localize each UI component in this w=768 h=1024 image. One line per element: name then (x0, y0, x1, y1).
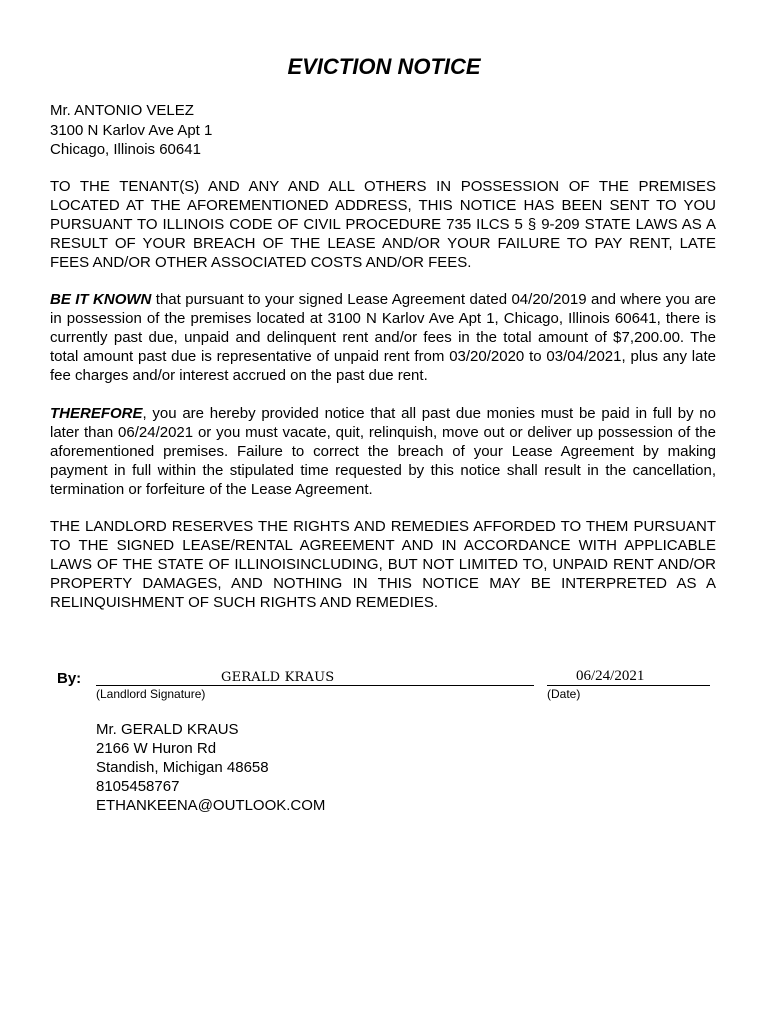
notice-paragraph-be-it-known (50, 290, 716, 385)
landlord-city-state-zip: Standish, Michigan 48658 (96, 759, 269, 776)
landlord-phone: 8105458767 (96, 778, 180, 795)
be-it-known-body: that pursuant to your signed Lease Agreement dated 04/20/2019 and where you are in possession of the premises located at 3100 N Karlov Ave Apt 1, Chicago, Illinois 60641, there is currently past due, unpaid and delinquent rent and/or fees in the total amount of $7,200.00. The total amount past due is representative of unpaid rent from 03/20/2020 to 03/04/2021, plus any late fee charges and/or interest accrued on the past due rent. (50, 291, 717, 384)
tenant-name: Mr. ANTONIO VELEZ (50, 102, 194, 119)
notice-paragraph-statute: TO THE TENANT(S) AND ANY AND ALL OTHERS IN POSSESSION OF THE PREMISES LOCATED AT THE AFOREMENTIONED ADDRESS, THIS NOTICE HAS BEEN SENT TO YOU PURSUANT TO ILLINOIS CODE OF CIVIL PROCEDURE 735 ILCS 5 § 9-209 STATE LAWS AS A RESULT OF YOUR BREACH OF THE LEASE AND/OR YOUR FAILURE TO PAY RENT, LATE FEES AND/OR OTHER ASSOCIATED COSTS AND/OR FEES. (50, 178, 716, 271)
notice-paragraph-landlord-rights: THE LANDLORD RESERVES THE RIGHTS AND REMEDIES AFFORDED TO THEM PURSUANT TO THE SIGNED LEASE/RENTAL AGREEMENT AND IN ACCORDANCE WITH APPLICABLE LAWS OF THE STATE OF ILLINOISINCLUDING, BUT NOT LIMITED TO, UNPAID RENT AND/OR PROPERTY DAMAGES, AND NOTHING IN THIS NOTICE MAY BE INTERPRETED AS A RELINQUISHMENT OF SUCH RIGHTS AND REMEDIES. (50, 518, 716, 611)
date-caption: (Date) (547, 687, 581, 701)
therefore-body: , you are hereby provided notice that all past due monies must be paid in full by no later than 06/24/2021 or you must vacate, quit, relinquish, move out or deliver up possession of the aforementioned premises. Failure to correct the breach of your Lease Agreement by making payment in full within the stipulated time requested by this notice shall result in the cancellation, termination or forfeiture of the Lease Agreement. (50, 405, 716, 498)
landlord-street: 2166 W Huron Rd (96, 740, 217, 757)
tenant-street: 3100 N Karlov Ave Apt 1 (50, 121, 213, 139)
therefore-lead: THEREFORE (50, 405, 143, 422)
signature-row (0, 664, 768, 704)
signature-caption: (Landlord Signature) (96, 687, 206, 701)
by-label: By: (57, 670, 82, 687)
tenant-address-block (50, 101, 212, 160)
landlord-name: Mr. GERALD KRAUS (96, 721, 239, 738)
be-it-known-lead: BE IT KNOWN (50, 291, 152, 308)
document-title: EVICTION NOTICE (287, 54, 481, 79)
signature-date: 06/24/2021 (576, 668, 645, 684)
landlord-contact-block (96, 720, 325, 815)
tenant-city-state-zip: Chicago, Illinois 60641 (50, 141, 201, 158)
landlord-signature-name: GERALD KRAUS (221, 670, 335, 685)
notice-paragraph-therefore (50, 404, 716, 499)
landlord-email: ETHANKEENA@OUTLOOK.COM (96, 797, 326, 814)
